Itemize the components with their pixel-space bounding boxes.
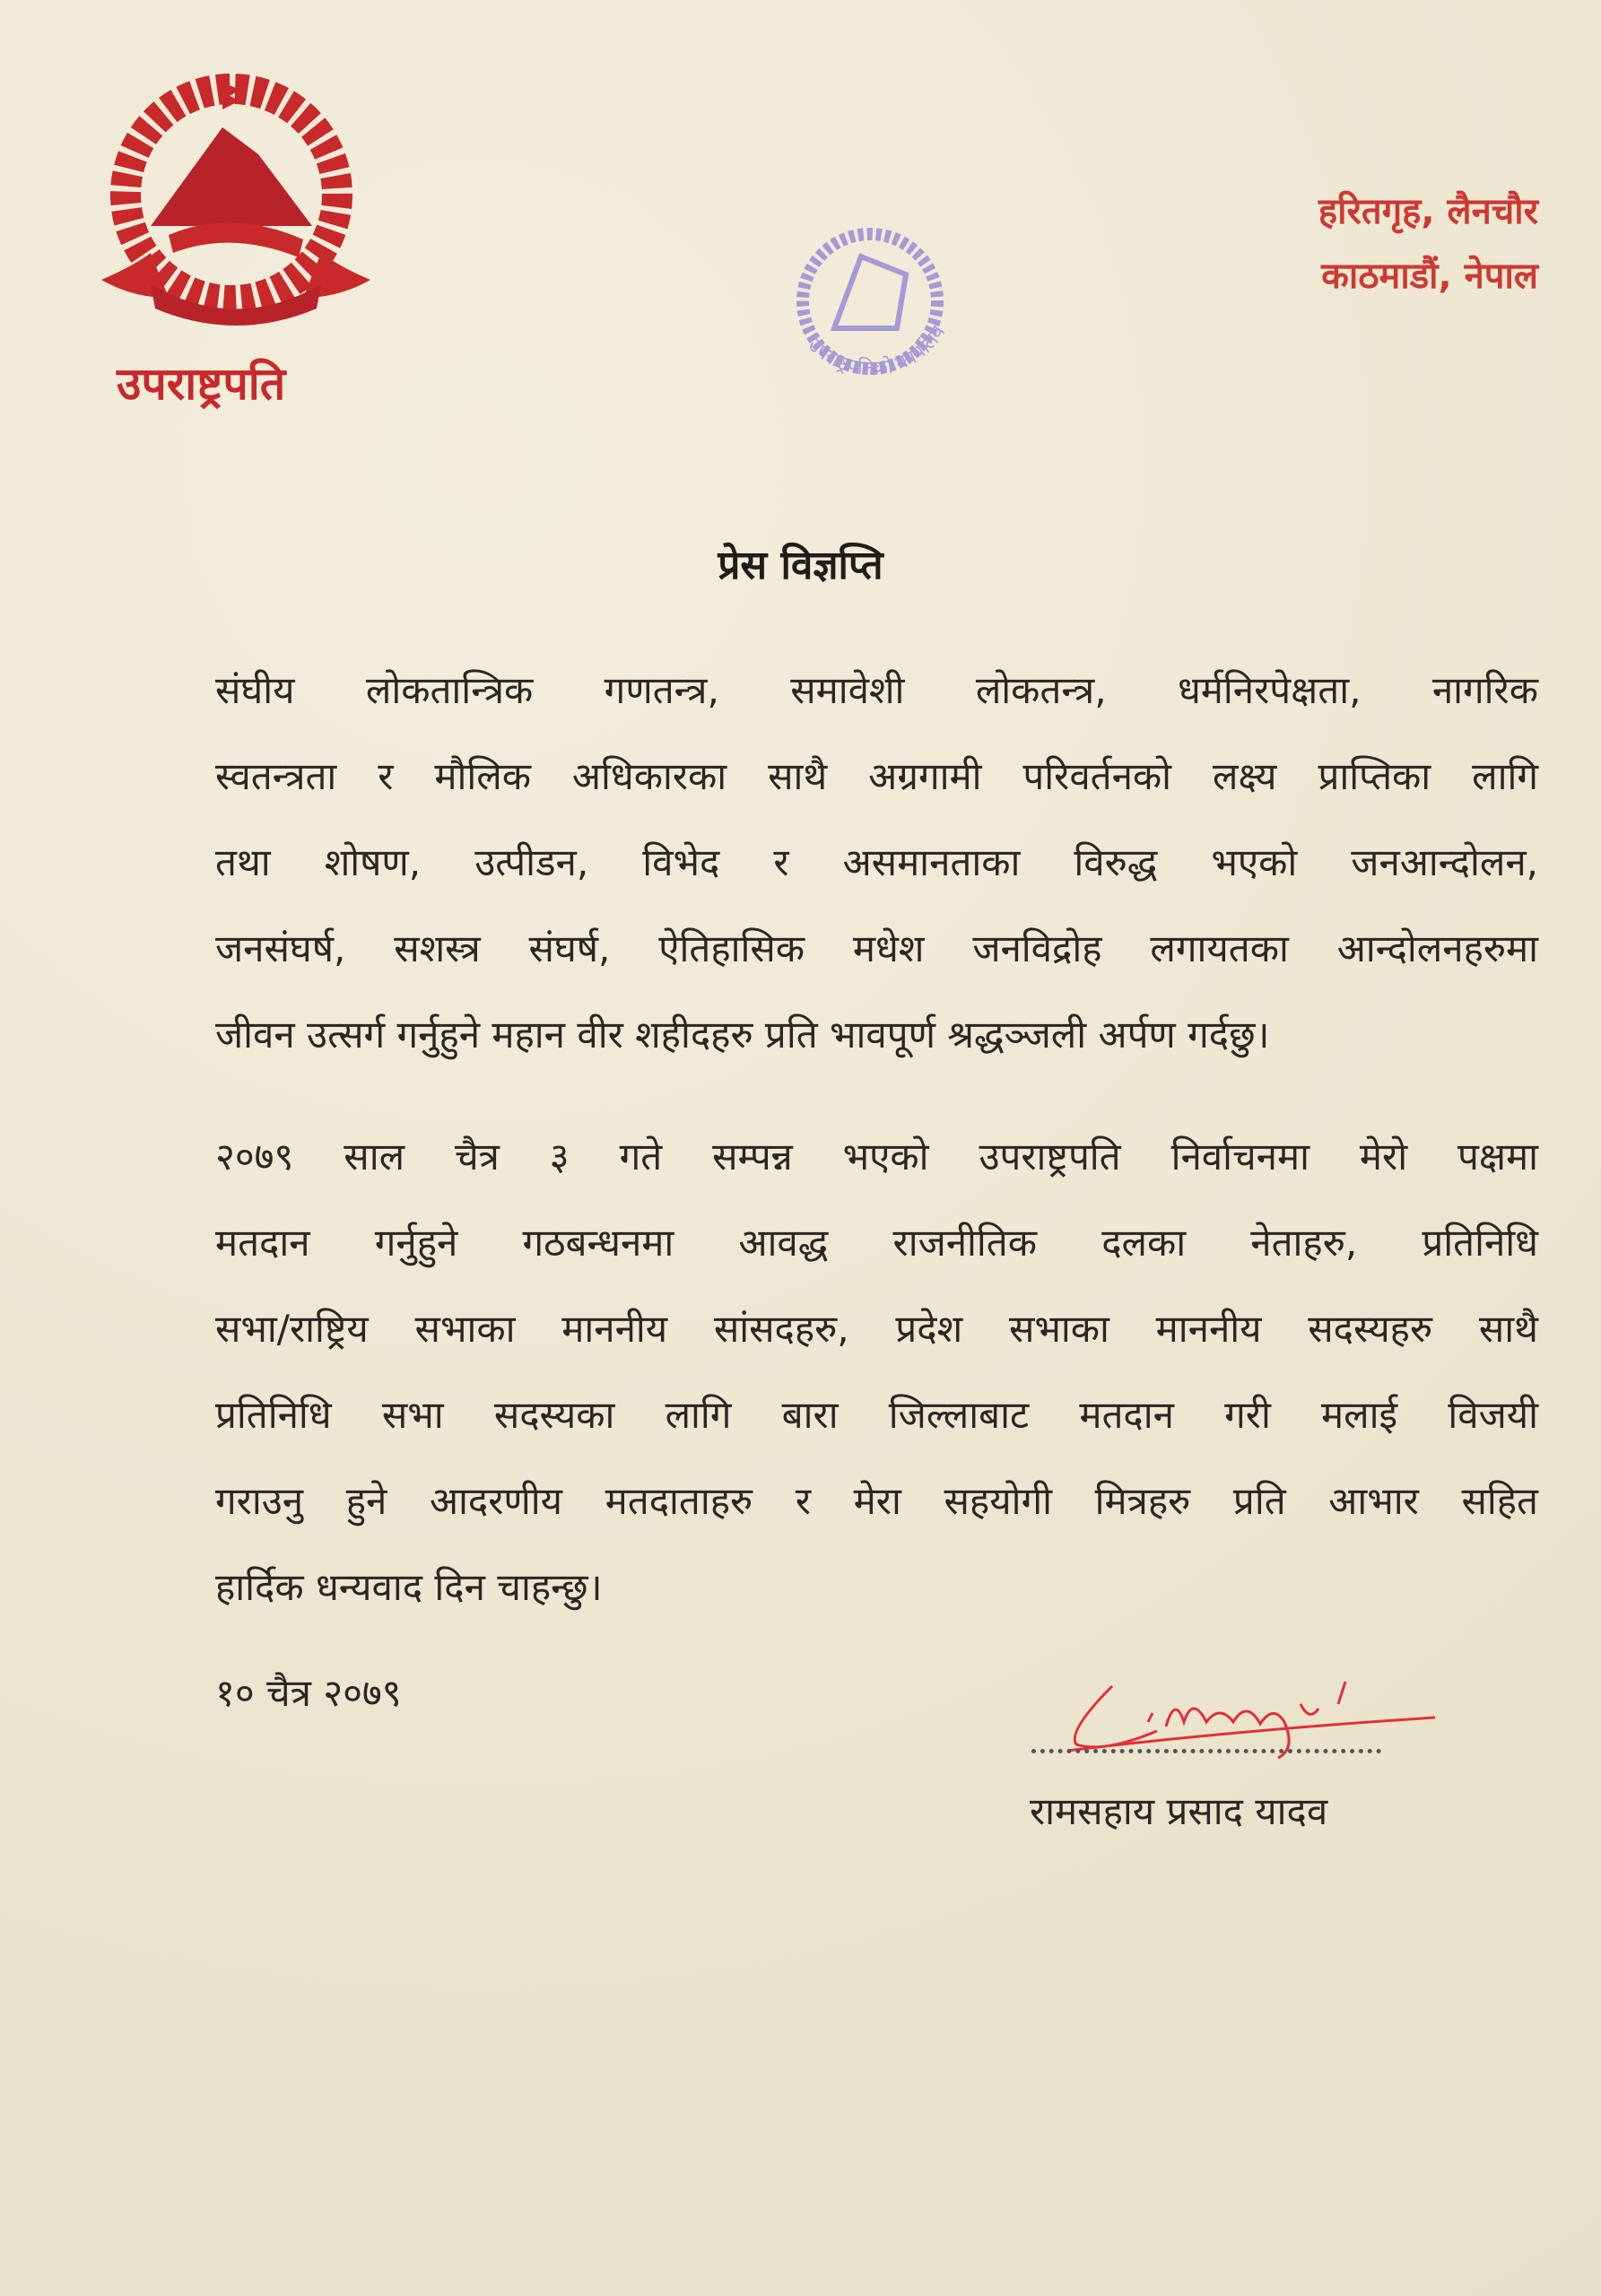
text-line: गराउनु हुने आदरणीय मतदाताहरु र मेरा सहयोगी मित्रहरु प्रति आभार सहित — [215, 1479, 1538, 1523]
address — [1318, 179, 1538, 309]
nepal-coat-of-arms-icon — [97, 74, 375, 334]
signatory-name: रामसहाय प्रसाद यादव — [1030, 1789, 1328, 1833]
text-line: तथा शोषण, उत्पीडन, विभेद र असमानताका विरुद्ध भएको जनआन्दोलन, — [215, 840, 1538, 884]
page-title: प्रेस विज्ञप्ति — [718, 543, 883, 588]
text-line: जीवन उत्सर्ग गर्नुहुने महान वीर शहीदहरु प्रति भावपूर्ण श्रद्धञ्जली अर्पण गर्दछु। — [215, 1013, 1270, 1057]
text-line: संघीय लोकतान्त्रिक गणतन्त्र, समावेशी लोकतन्त्र, धर्मनिरपेक्षता, नागरिक — [215, 668, 1538, 712]
address-line1: हरितगृह, लैनचौर — [1318, 191, 1538, 232]
signature-line — [1031, 1749, 1381, 1753]
paragraph-1 — [215, 648, 1538, 1078]
text-line: हार्दिक धन्यवाद दिन चाहन्छु। — [215, 1565, 603, 1609]
paragraph-2 — [215, 1114, 1538, 1631]
text-line: प्रतिनिधि सभा सदस्यका लागि बारा जिल्लाबाट मतदान गरी मलाई विजयी — [215, 1393, 1538, 1437]
address-line2: काठमाडौं, नेपाल — [1321, 256, 1538, 297]
stamp-text: उपराष्ट्रपतिको कार्यालय — [803, 321, 951, 381]
text-line: सभा/राष्ट्रिय सभाका माननीय सांसदहरु, प्रदेश सभाका माननीय सदस्यहरु साथै — [215, 1307, 1538, 1351]
date: १० चैत्र २०७९ — [215, 1671, 402, 1715]
office-title: उपराष्ट्रपति — [117, 358, 286, 410]
text-line: जनसंघर्ष, सशस्त्र संघर्ष, ऐतिहासिक मधेश जनविद्रोह लगायतका आन्दोलनहरुमा — [215, 926, 1538, 970]
text-line: स्वतन्त्रता र मौलिक अधिकारका साथै अग्रगामी परिवर्तनको लक्ष्य प्राप्तिका लागि — [215, 754, 1538, 798]
text-line: मतदान गर्नुहुने गठबन्धनमा आवद्ध राजनीतिक दलका नेताहरु, प्रतिनिधि — [215, 1221, 1538, 1265]
office-stamp — [771, 212, 987, 427]
text-line: २०७९ साल चैत्र ३ गते सम्पन्न भएको उपराष्ट्रपति निर्वाचनमा मेरो पक्षमा — [215, 1135, 1538, 1178]
